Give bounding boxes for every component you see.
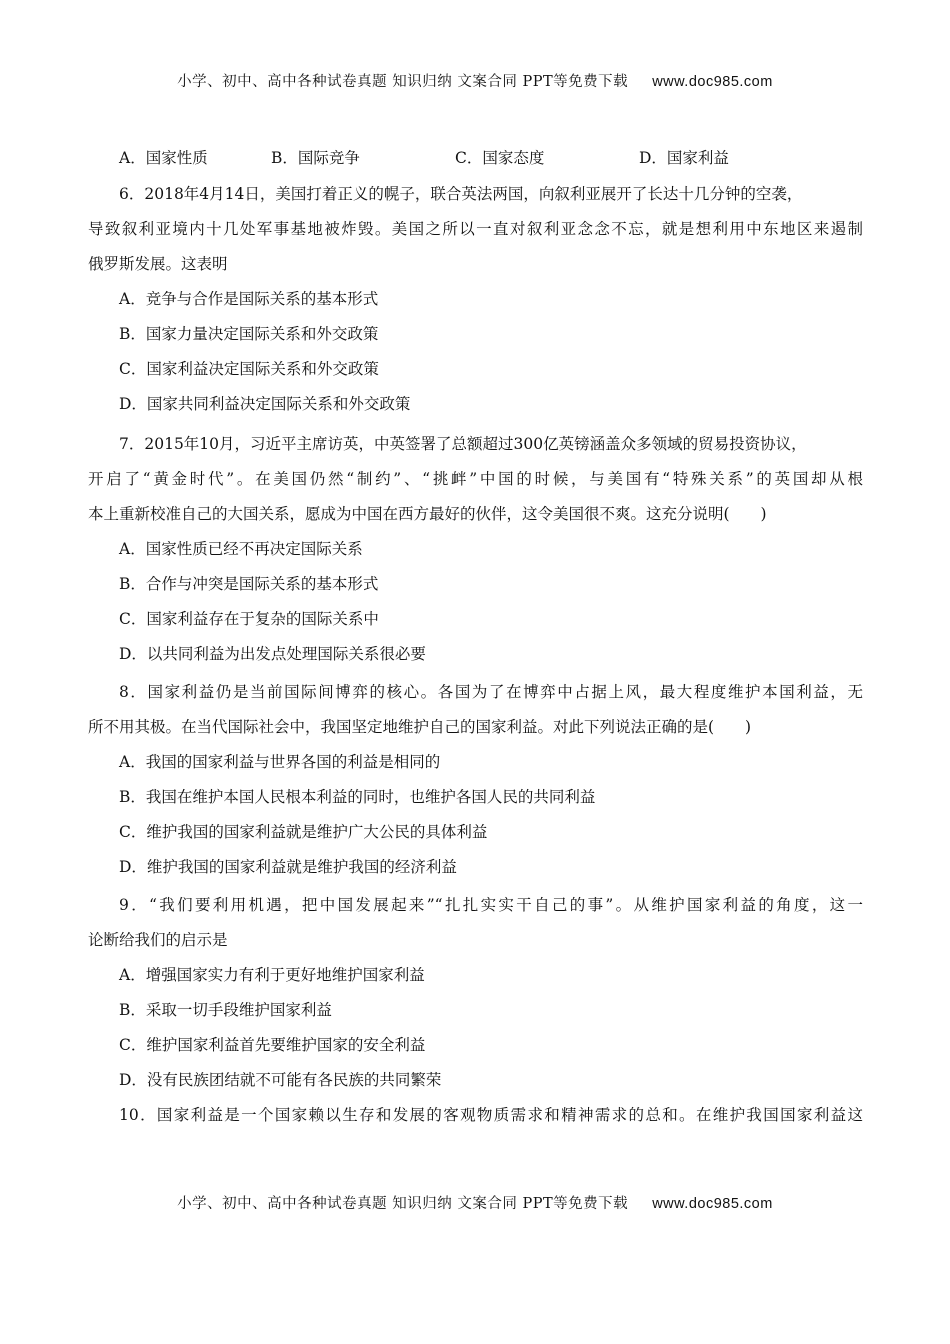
q6-stem-line: 俄罗斯发展。这表明 bbox=[88, 255, 228, 273]
q7-option-a: A．国家性质已经不再决定国际关系 bbox=[119, 540, 363, 558]
q5-option-b: B．国际竞争 bbox=[271, 149, 360, 167]
q7-option-d: D．以共同利益为出发点处理国际关系很必要 bbox=[119, 645, 426, 663]
q5-option-c: C．国家态度 bbox=[455, 149, 545, 167]
q9-stem-line: 9．“我们要利用机遇，把中国发展起来”“扎扎实实干自己的事”。从维护国家利益的角度，这一 bbox=[119, 896, 863, 914]
q7-option-c: C．国家利益存在于复杂的国际关系中 bbox=[119, 610, 379, 628]
header-text: 小学、初中、高中各种试卷真题 知识归纳 文案合同 PPT等免费下载 bbox=[177, 74, 629, 90]
q7-stem-line: 7．2015年10月，习近平主席访英，中英签署了总额超过300亿英镑涵盖众多领域的贸易投资协议， bbox=[119, 435, 807, 453]
q9-option-d: D．没有民族团结就不可能有各民族的共同繁荣 bbox=[119, 1071, 442, 1089]
page-header bbox=[0, 70, 950, 91]
q8-stem-line: 所不用其极。在当代国际社会中，我国坚定地维护自己的国家利益。对此下列说法正确的是( ) bbox=[88, 718, 752, 736]
q9-option-c: C．维护国家利益首先要维护国家的安全利益 bbox=[119, 1036, 426, 1054]
q6-option-b: B．国家力量决定国际关系和外交政策 bbox=[119, 325, 379, 343]
q6-stem-line: 6．2018年4月14日，美国打着正义的幌子，联合英法两国，向叙利亚展开了长达十几分钟的空袭， bbox=[119, 185, 803, 203]
q7-option-b: B．合作与冲突是国际关系的基本形式 bbox=[119, 575, 379, 593]
q8-option-d: D．维护我国的国家利益就是维护我国的经济利益 bbox=[119, 858, 457, 876]
q5-option-a: A．国家性质 bbox=[119, 149, 208, 167]
q8-option-b: B．我国在维护本国人民根本利益的同时，也维护各国人民的共同利益 bbox=[119, 788, 596, 806]
page-footer bbox=[0, 1192, 950, 1213]
q6-option-a: A．竞争与合作是国际关系的基本形式 bbox=[119, 290, 379, 308]
q9-option-b: B．采取一切手段维护国家利益 bbox=[119, 1001, 332, 1019]
q10-stem-line: 10．国家利益是一个国家赖以生存和发展的客观物质需求和精神需求的总和。在维护我国国家利益这 bbox=[119, 1106, 863, 1124]
q9-stem-line: 论断给我们的启示是 bbox=[88, 931, 228, 949]
q8-stem-line: 8．国家利益仍是当前国际间博弈的核心。各国为了在博弈中占据上风，最大程度维护本国利益，无 bbox=[119, 683, 863, 701]
q6-stem-line: 导致叙利亚境内十几处军事基地被炸毁。美国之所以一直对叙利亚念念不忘，就是想利用中东地区来遏制 bbox=[88, 220, 863, 238]
q5-option-d: D．国家利益 bbox=[639, 149, 729, 167]
footer-text: 小学、初中、高中各种试卷真题 知识归纳 文案合同 PPT等免费下载 bbox=[177, 1196, 629, 1212]
footer-site-link[interactable]: www.doc985.com bbox=[652, 1196, 773, 1212]
q8-option-a: A．我国的国家利益与世界各国的利益是相同的 bbox=[119, 753, 441, 771]
q7-stem-line: 开启了“黄金时代”。在美国仍然“制约”、“挑衅”中国的时候，与美国有“特殊关系”的英国却从根 bbox=[88, 470, 863, 488]
q6-option-d: D．国家共同利益决定国际关系和外交政策 bbox=[119, 395, 411, 413]
q7-stem-line: 本上重新校准自己的大国关系，愿成为中国在西方最好的伙伴，这令美国很不爽。这充分说明( ) bbox=[88, 505, 767, 523]
q9-option-a: A．增强国家实力有利于更好地维护国家利益 bbox=[119, 966, 425, 984]
header-site-link[interactable]: www.doc985.com bbox=[652, 74, 773, 90]
q6-option-c: C．国家利益决定国际关系和外交政策 bbox=[119, 360, 379, 378]
q8-option-c: C．维护我国的国家利益就是维护广大公民的具体利益 bbox=[119, 823, 488, 841]
